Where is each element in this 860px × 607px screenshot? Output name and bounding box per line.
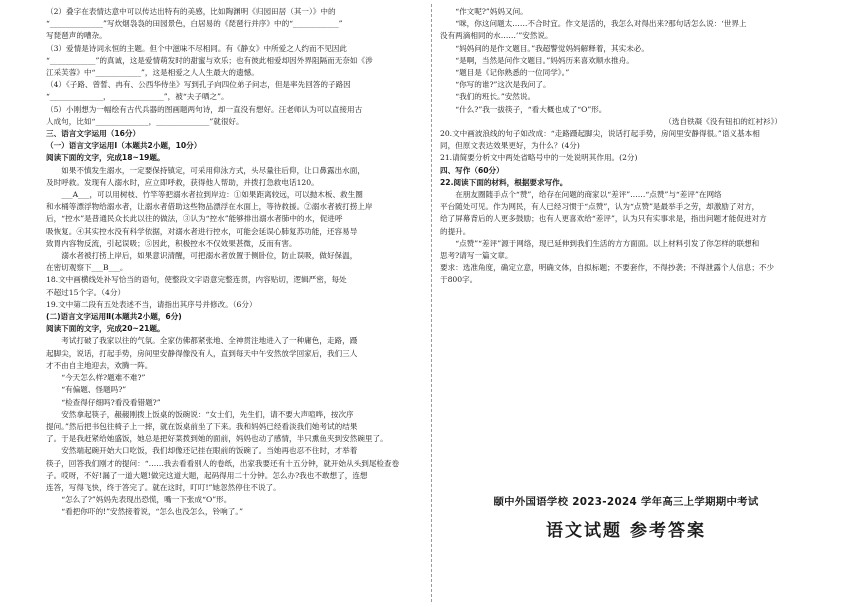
- left-text-line: 起脚尖，说话，打起手势，房间里安静得像没有人，直到每天中午安然放学回家后，我们三人: [46, 348, 358, 358]
- left-text-line: 和水桶等漂浮物给溺水者，让溺水者借助这些物品漂浮在水面上，等待救援。②溺水者被打捞上岸: [46, 202, 373, 212]
- left-text-line: 考试打破了我家以往的气氛。全家仿佛都紧张地、全神贯注地进入了一种庸色，走路，蹑: [61, 336, 358, 346]
- left-text-line: （5）小刚想为一幅绘有古代兵器的图画题两句诗，却一直没有想好。汪老师认为可以直接用古: [46, 104, 363, 114]
- right-text-line: 要求：选准角度，确定立意，明确文体，自拟标题；不要套作，不得抄袭；不得泄露个人信息；不少: [440, 263, 775, 273]
- left-text-line: 溺水者被打捞上岸后，如果意识清醒，可把溺水者放置于侧卧位，防止误吸，做好保温，: [61, 251, 358, 261]
- left-text-line: 江采芙蓉》中“____________”，这是相爱之人人生最大的遗憾。: [46, 68, 259, 78]
- right-text-line: “作文呢?”妈妈又问。: [455, 7, 528, 16]
- left-text-line: “____________”的真诚，这是爱情萌发时的甜蜜与欢乐；也有彼此相爱却因外界阻隔而无奈如《涉: [46, 55, 373, 65]
- right-text-line: “咪，你这问题太……不合时宜。作文是活的，我怎么对得出来?那句话怎么说：‘世界上: [455, 19, 747, 29]
- right-text-line: 给了屏幕背后的人更多鼓励；也有人更喜欢给“差评”，认为只有实事求是，指出问题才能促进对方: [440, 214, 767, 224]
- left-text-line: “看把你吓的!”安然接着说，“怎么也没怎么，铃响了。”: [61, 507, 244, 517]
- left-text-line: 致胃内容物反流，引起误吸；⑤因此，积极控水不仅效果甚微，反而有害。: [46, 238, 297, 248]
- right-text-line: “你写的谁?”这次是我问了。: [455, 80, 551, 90]
- left-text-line: 及时呼救。发现有人溺水时，应立即呼救，获得他人帮助，并拨打急救电话120。: [46, 177, 319, 187]
- right-text-line: “点赞”“差评”源于网络，现已延伸到我们生活的方方面面。以上材料引发了你怎样的联想和: [455, 238, 760, 248]
- right-text-line: “是啊，当然是问作文题目。”妈妈历来喜欢顺水推舟。: [455, 55, 634, 65]
- right-text-line: 22.阅读下面的材料，根据要求写作。: [440, 177, 568, 187]
- right-column: [440, 6, 812, 287]
- left-text-line: （2）叠字在表情达意中可以传达出特有的美感，比如陶渊明《归园田居（其一）》中的: [46, 7, 336, 16]
- left-text-line: 如果不慎发生溺水，一定要保持镇定，可采用仰泳方式，头尽量往后仰，让口鼻露出水面，: [61, 165, 365, 175]
- left-text-line: 在密切观察下___B___。: [46, 263, 128, 273]
- left-text-line: 筷子，回答我们刚才的提问：“……我去看看别人的卷纸，出家我要还有十五分钟，就开始从头到尾检查卷: [46, 458, 400, 468]
- left-text-line: “今天怎么样?题难不难?”: [61, 373, 146, 383]
- column-divider: [431, 4, 432, 602]
- left-text-line: 吸恢复。④其实控水没有科学依据，对溺水者进行控水，可能会延误心肺复苏功能，还容易导: [46, 226, 358, 236]
- right-text-line: “我们的班长。”安然说。: [455, 92, 536, 102]
- left-text-line: “怎么了?”妈妈先表现出恐慌，嘴一下张成“O”形。: [61, 495, 232, 505]
- right-text-line: 21.请简要分析文中两处省略号中的一处说明其作用。(2分): [440, 153, 638, 163]
- left-column: [46, 6, 423, 519]
- right-text-line: “题目是《记你熟悉的一位同学》。”: [455, 68, 570, 78]
- school-title: 颐中外国语学校 2023-2024 学年高三上学期期中考试: [493, 496, 759, 508]
- right-text-line: 没有两滴相同的水……’”安然说。: [440, 31, 553, 41]
- right-text-line: “妈妈问的是作文题目。”我超警觉妈妈解释着，其实未必。: [455, 43, 649, 53]
- left-text-line: 阅读下面的文字，完成20~21题。: [46, 324, 165, 334]
- right-text-line: “什么?”我一拔筷子，“看大概也成了“O”形。: [455, 104, 607, 114]
- right-text-line: （选自铁凝《没有钮扣的红衬衫》）: [664, 116, 782, 126]
- left-text-line: （一）语言文字运用Ⅰ（本题共2小题，10分）: [46, 141, 202, 151]
- left-text-line: 阅读下面的文字，完成18~19题。: [46, 153, 165, 163]
- left-text-line: “检查得仔细吗?看没看错题?”: [61, 397, 161, 407]
- left-text-line: 了。于是我赶紧给她盛饭，她总是把好菜拨到她的面前，妈妈也动了感情，半只熏鱼夹到安然碗里了。: [46, 434, 388, 444]
- left-text-line: 安然拿起筷子，赧赧刚拨上饭桌的饭碗说：“女士们，先生们，请不要大声喧哗，按次序: [61, 409, 354, 419]
- right-text-line: 平台随处可见。作为网民，有人已经习惯于“点赞”，认为“点赞”是最举手之劳，却激励了对方，: [440, 202, 760, 212]
- right-text-line: 同，但原文表达效果更好，为什么？(4分): [440, 141, 580, 151]
- left-text-line: 三、语言文字运用（16分）: [46, 129, 141, 139]
- left-text-line: 不超过15个字。（4分）: [46, 287, 126, 297]
- left-text-line: （4）《子路、曾皙、冉有、公西华侍坐》写到孔子向四位弟子问志，但是率先回答的子路因: [46, 80, 351, 90]
- left-text-line: “______________，______________”，被“夫子哂之”。: [46, 92, 229, 102]
- left-text-line: “有偏题、怪题吗?”: [61, 385, 127, 395]
- left-text-line: “______________”写炊烟袅袅的田园景色，白居易的《琵琶行并序》中的“____________”: [46, 19, 343, 29]
- left-text-line: 写琵琶声的嘈杂。: [46, 31, 107, 41]
- left-text-line: ___A___，可以用树枝、竹竿等把溺水者拉到岸边：①如果距离较远，可以抛木板、救生圈: [61, 190, 363, 200]
- left-text-line: 安然端起碗开始大口吃饭，我们却像还记挂在眼前的饭碗了。当她再也忍不住时，才举着: [61, 446, 358, 456]
- left-text-line: 连答，写得飞快，终于答完了。就在这时，叮叮!”她忽然停住不说了。: [46, 482, 281, 492]
- right-text-line: 四、写作（60分）: [440, 165, 504, 175]
- answer-title: 语文试题 参考答案: [546, 521, 706, 541]
- left-text-line: 人成句，比如“______________，______________”就很好。: [46, 116, 244, 126]
- left-text-line: (二)语言文字运用Ⅱ(本题共2小题，6分): [46, 312, 182, 322]
- left-text-line: 18.文中画横线处补写恰当的语句，使整段文字语意完整连贯，内容贴切，逻辑严密，每处: [46, 275, 347, 285]
- right-text-line: 的提升。: [440, 226, 471, 236]
- left-text-line: 子。哎呀，不好!漏了一道大题!做完这道大题，起码得用二十分钟。怎么办?我也不敢想了，连想: [46, 470, 368, 480]
- left-text-line: （3）爱情是诗词永恒的主题。但个中滋味不尽相同。有《静女》中所爱之人约而不见因此: [46, 43, 347, 53]
- left-text-line: 后，“控水”是普通民众长此以往的做法，③认为“控水”能够排出溺水者肺中的水，促进呼: [46, 214, 343, 224]
- right-text-line: 20.文中画波浪线的句子如改成：“走路蹑起脚尖，说话打起手势，房间里安静得很。”语义基本相: [440, 129, 760, 139]
- right-text-line: 于800字。: [440, 275, 478, 285]
- left-text-line: 才不由自主地迎去，欢腾一阵。: [46, 360, 153, 370]
- left-text-line: 提问。”然后把书包往椅子上一摔，就在饭桌前坐了下来。我和妈妈已经看淡我们她考试的结果: [46, 421, 358, 431]
- right-text-line: 思考?请写一篇文章。: [440, 251, 513, 261]
- left-text-line: 19.文中第二段有五处表述不当，请指出其序号并修改。（6分）: [46, 299, 257, 309]
- right-text-line: 在朋友圈随手点个“赞”，给存在问题的商家以“差评”……“点赞”与“差评”在网络: [455, 190, 722, 200]
